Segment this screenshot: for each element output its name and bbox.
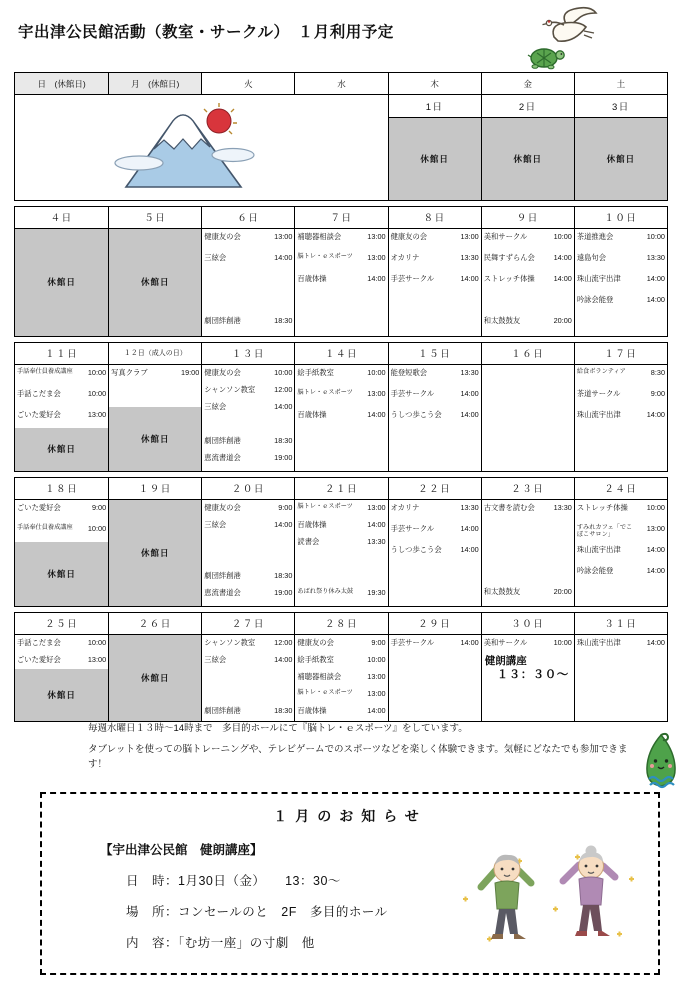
activity-entry: ストレッチ体操 10:00 xyxy=(576,502,665,512)
day-cell-５日 xyxy=(108,207,201,336)
activity-entry: ごいた愛好会 13:00 xyxy=(17,409,107,419)
calendar-week-4 xyxy=(14,477,668,607)
activity-entry: 手芸サークル 14:00 xyxy=(390,388,479,398)
day-number: ２９日 xyxy=(389,613,481,635)
day-number: １４日 xyxy=(295,343,387,365)
notice-content-line: 内 容：「む坊一座」の寸劇 他 xyxy=(126,936,315,950)
day-cell-１６日 xyxy=(481,343,574,471)
entry-spacer xyxy=(109,386,201,407)
activity-entry: 脳トレ・ｅスポーツ 13:00 xyxy=(297,388,386,398)
activity-entry: 古文書を読む会 13:30 xyxy=(483,502,572,512)
day-cell-７日 xyxy=(294,207,387,336)
activity-entry: 健康友の会 13:00 xyxy=(204,231,293,241)
closed-day: 休館日 xyxy=(109,229,201,336)
day-activities xyxy=(295,635,387,721)
activity-entry: あばれ祭り休み太鼓 19:30 xyxy=(297,587,386,597)
entry-spacer xyxy=(202,534,294,551)
day-activities xyxy=(389,500,481,606)
activity-entry: 茶道サークル 9:00 xyxy=(576,388,665,398)
activity-entry: 三絃会 14:00 xyxy=(204,654,293,664)
activity-entry: 美和サークル 10:00 xyxy=(483,231,572,241)
activity-entry: 吟詠会能登 14:00 xyxy=(576,565,665,575)
day-number: ６日 xyxy=(202,207,294,229)
activity-entry: 三絃会 14:00 xyxy=(204,401,293,411)
day-number: 1日 xyxy=(389,95,481,118)
day-cell-２１日 xyxy=(294,478,387,606)
weekday-header: 火 xyxy=(201,73,294,94)
weekday-header: 金 xyxy=(481,73,574,94)
day-number: １３日 xyxy=(202,343,294,365)
activity-entry: 百歳体操 14:00 xyxy=(297,705,386,715)
closed-day-partial: 休館日 xyxy=(109,407,201,471)
notice-title: １月のお知らせ xyxy=(273,808,427,824)
weekday-header: 土 xyxy=(574,73,667,94)
day-activities xyxy=(202,229,294,336)
closed-day: 休館日 xyxy=(389,118,481,200)
weekday-header: 月 (休館日) xyxy=(108,73,201,94)
activity-entry: 民舞すずらん会 14:00 xyxy=(483,252,572,262)
day-number: ７日 xyxy=(295,207,387,229)
day-cell-1日 xyxy=(388,95,481,200)
activity-entry: うしつ歩こう会 14:00 xyxy=(390,544,479,554)
day-number: ２６日 xyxy=(109,613,201,635)
activity-entry: 美和サークル 10:00 xyxy=(483,637,572,647)
day-number: ２５日 xyxy=(15,613,108,635)
activity-entry: 健康友の会 10:00 xyxy=(204,367,293,377)
activity-entry: 手話こだま会 10:00 xyxy=(17,637,107,647)
entry-spacer xyxy=(295,551,387,568)
day-cell-１０日 xyxy=(574,207,667,336)
calendar-week-2 xyxy=(14,206,668,337)
day-activities xyxy=(202,500,294,606)
activity-entry: 劇団絆創港 18:30 xyxy=(204,705,293,715)
day-cell-2日 xyxy=(481,95,574,200)
day-activities xyxy=(109,365,201,471)
entry-spacer xyxy=(202,686,294,703)
day-cell-１８日 xyxy=(15,478,108,606)
day-activities xyxy=(575,229,667,336)
january-calendar xyxy=(14,72,668,722)
crane-icon xyxy=(540,3,602,49)
day-activities xyxy=(482,635,574,721)
day-cell-１４日 xyxy=(294,343,387,471)
day-activities xyxy=(15,635,108,721)
activity-entry: 劇団絆創港 18:30 xyxy=(204,315,293,325)
activity-entry: 脳トレ・ｅスポーツ 13:00 xyxy=(297,688,386,698)
activity-entry: うしつ歩こう会 14:00 xyxy=(390,409,479,419)
day-number: ２４日 xyxy=(575,478,667,500)
day-number: ３１日 xyxy=(575,613,667,635)
day-cell-２６日 xyxy=(108,613,201,721)
day-cell-２７日 xyxy=(201,613,294,721)
activity-entry: 補聴器相談会 13:00 xyxy=(297,671,386,681)
activity-entry: 百歳体操 14:00 xyxy=(297,409,386,419)
day-number: 2日 xyxy=(482,95,574,118)
day-cell-２８日 xyxy=(294,613,387,721)
day-activities xyxy=(295,229,387,336)
day-cell-４日 xyxy=(15,207,108,336)
activity-entry: 珠山流宇出津 14:00 xyxy=(576,544,665,554)
activity-entry: ごいた愛好会 9:00 xyxy=(17,502,107,512)
day-activities xyxy=(482,229,574,336)
activity-entry: 茶道推進会 10:00 xyxy=(576,231,665,241)
day-activities xyxy=(482,365,574,471)
day-cell-３１日 xyxy=(574,613,667,721)
activity-entry: 手話奉仕員養成講座 10:00 xyxy=(17,367,107,377)
day-activities xyxy=(202,365,294,471)
closed-day: 休館日 xyxy=(109,635,201,721)
day-cell-８日 xyxy=(388,207,481,336)
entry-spacer xyxy=(482,521,574,542)
day-cell-１３日 xyxy=(201,343,294,471)
activity-entry: 手話こだま会 10:00 xyxy=(17,388,107,398)
page-title: 宇出津公民館活動（教室・サークル） １月利用予定 xyxy=(18,24,394,41)
activity-entry: 写真クラブ 19:00 xyxy=(111,367,200,377)
activity-entry: 給食ボランティア 8:30 xyxy=(576,367,665,377)
day-number: １８日 xyxy=(15,478,108,500)
activity-entry: 手話奉仕員養成講座 10:00 xyxy=(17,523,107,533)
day-number: ２３日 xyxy=(482,478,574,500)
notice-heading: 【宇出津公民館 健朗講座】 xyxy=(100,843,263,857)
entry-spacer xyxy=(202,551,294,568)
activity-entry: シャンソン教室 12:00 xyxy=(204,637,293,647)
activity-entry: 恵流書道会 19:00 xyxy=(204,452,293,462)
activity-entry: 脳トレ・ｅスポーツ 13:00 xyxy=(297,502,386,512)
day-number: １２日（成人の日） xyxy=(109,343,201,365)
day-cell-２０日 xyxy=(201,478,294,606)
activity-entry: 劇団絆創港 18:30 xyxy=(204,570,293,580)
activity-entry: 絵手紙教室 10:00 xyxy=(297,654,386,664)
day-number: ２２日 xyxy=(389,478,481,500)
entry-spacer xyxy=(295,568,387,585)
january-notice-box xyxy=(40,792,660,975)
green-mascot-icon xyxy=(641,730,681,792)
mount-fuji-illustration xyxy=(15,95,388,200)
activity-entry: 健康友の会 9:00 xyxy=(204,502,293,512)
day-number: ２８日 xyxy=(295,613,387,635)
day-cell-２９日 xyxy=(388,613,481,721)
activity-entry: 珠山流宇出津 14:00 xyxy=(576,409,665,419)
activity-entry: ごいた愛好会 13:00 xyxy=(17,654,107,664)
activity-entry: 三絃会 14:00 xyxy=(204,252,293,262)
entry-spacer xyxy=(482,563,574,584)
weekday-header: 水 xyxy=(294,73,387,94)
day-activities xyxy=(389,229,481,336)
weekday-header-row xyxy=(14,72,668,95)
day-activities xyxy=(15,500,108,606)
entry-spacer xyxy=(202,416,294,433)
activity-entry: 恵流書道会 19:00 xyxy=(204,587,293,597)
notice-place-line: 場 所：コンセールのと 2F 多目的ホール xyxy=(126,905,388,919)
day-activities xyxy=(575,635,667,721)
day-activities xyxy=(389,365,481,471)
activity-entry: 百歳体操 14:00 xyxy=(297,273,386,283)
day-number: 3日 xyxy=(575,95,667,118)
activity-entry: 珠山流宇出津 14:00 xyxy=(576,637,665,647)
special-course-note: 健朗講座 １３：３０～ xyxy=(484,654,569,682)
day-activities xyxy=(295,500,387,606)
closed-day: 休館日 xyxy=(109,500,201,606)
day-number: １６日 xyxy=(482,343,574,365)
activity-entry: 吟詠会能登 14:00 xyxy=(576,294,665,304)
entry-spacer xyxy=(482,292,574,313)
day-activities xyxy=(482,500,574,606)
weekday-header: 日 (休館日) xyxy=(15,73,108,94)
activity-entry: 和太鼓鼓友 20:00 xyxy=(483,586,572,596)
day-cell-６日 xyxy=(201,207,294,336)
activity-entry: 脳トレ・ｅスポーツ 13:00 xyxy=(297,252,386,262)
activity-entry: 健康友の会 13:00 xyxy=(390,231,479,241)
activity-entry: ストレッチ体操 14:00 xyxy=(483,273,572,283)
day-cell-２３日 xyxy=(481,478,574,606)
day-number: ２７日 xyxy=(202,613,294,635)
day-number: ８日 xyxy=(389,207,481,229)
activity-entry: 手芸サークル 14:00 xyxy=(390,273,479,283)
activity-entry: 和太鼓鼓友 20:00 xyxy=(483,315,572,325)
activity-entry: 読書会 13:30 xyxy=(297,536,386,546)
entry-spacer xyxy=(482,542,574,563)
activity-entry: シャンソン教室 12:00 xyxy=(204,384,293,394)
day-cell-２５日 xyxy=(15,613,108,721)
note-line-1: 毎週水曜日１３時～14時まで 多目的ホールにて『脳トレ・ｅスポーツ』をしています。 xyxy=(88,723,468,734)
day-activities xyxy=(295,365,387,471)
closed-day-partial: 休館日 xyxy=(15,542,108,606)
day-cell-１１日 xyxy=(15,343,108,471)
day-number: １１日 xyxy=(15,343,108,365)
day-cell-１２日（成人の日） xyxy=(108,343,201,471)
closed-day: 休館日 xyxy=(15,229,108,336)
closed-day-partial: 休館日 xyxy=(15,669,108,721)
activity-entry: 百歳体操 14:00 xyxy=(297,519,386,529)
calendar-week-3 xyxy=(14,342,668,472)
activity-entry: すみれカフェ「でこぼこサロン」 13:00 xyxy=(576,523,665,538)
day-cell-９日 xyxy=(481,207,574,336)
day-cell-１５日 xyxy=(388,343,481,471)
activity-entry: 手芸サークル 14:00 xyxy=(390,637,479,647)
day-cell-１７日 xyxy=(574,343,667,471)
calendar-week-1 xyxy=(14,94,668,201)
day-number: １７日 xyxy=(575,343,667,365)
day-activities xyxy=(575,500,667,606)
activity-entry: オカリナ 13:30 xyxy=(390,252,479,262)
dancing-elderly-couple-icon xyxy=(457,839,642,957)
activity-entry: 珠山流宇出津 14:00 xyxy=(576,273,665,283)
day-number: １９日 xyxy=(109,478,201,500)
day-activities xyxy=(202,635,294,721)
closed-day: 休館日 xyxy=(482,118,574,200)
day-number: ９日 xyxy=(482,207,574,229)
activity-entry: オカリナ 13:30 xyxy=(390,502,479,512)
day-cell-３０日 xyxy=(481,613,574,721)
day-number: ４日 xyxy=(15,207,108,229)
activity-entry: 健康友の会 9:00 xyxy=(297,637,386,647)
entry-spacer xyxy=(202,669,294,686)
day-activities xyxy=(389,635,481,721)
day-number: ３０日 xyxy=(482,613,574,635)
day-number: １５日 xyxy=(389,343,481,365)
turtle-icon xyxy=(527,45,569,71)
day-activities xyxy=(15,365,108,471)
day-cell-１９日 xyxy=(108,478,201,606)
activity-entry: 劇団絆創港 18:30 xyxy=(204,435,293,445)
day-cell-２４日 xyxy=(574,478,667,606)
day-number: ２１日 xyxy=(295,478,387,500)
calendar-week-5 xyxy=(14,612,668,722)
day-cell-3日 xyxy=(574,95,667,200)
entry-spacer xyxy=(202,292,294,313)
activity-entry: 能登短歌会 13:30 xyxy=(390,367,479,377)
day-activities xyxy=(575,365,667,471)
activity-entry: 手芸サークル 14:00 xyxy=(390,523,479,533)
activity-entry: 絵手紙教室 10:00 xyxy=(297,367,386,377)
entry-spacer xyxy=(202,271,294,292)
day-number: ２０日 xyxy=(202,478,294,500)
day-cell-２２日 xyxy=(388,478,481,606)
notes-section xyxy=(88,722,640,779)
note-line-2: タブレットを使っての脳トレーニングや、テレビゲームでのスポーツなどを楽しく体験できます。気軽にどなたでも参加できます！ xyxy=(88,744,628,770)
activity-entry: 三絃会 14:00 xyxy=(204,519,293,529)
weekday-header: 木 xyxy=(388,73,481,94)
closed-day-partial: 休館日 xyxy=(15,428,108,471)
notice-date-line: 日 時：1月30日（金） 13：30～ xyxy=(126,874,341,888)
day-number: １０日 xyxy=(575,207,667,229)
activity-entry: 遠島句会 13:30 xyxy=(576,252,665,262)
day-number: ５日 xyxy=(109,207,201,229)
activity-entry: 補聴器相談会 13:00 xyxy=(297,231,386,241)
closed-day: 休館日 xyxy=(575,118,667,200)
